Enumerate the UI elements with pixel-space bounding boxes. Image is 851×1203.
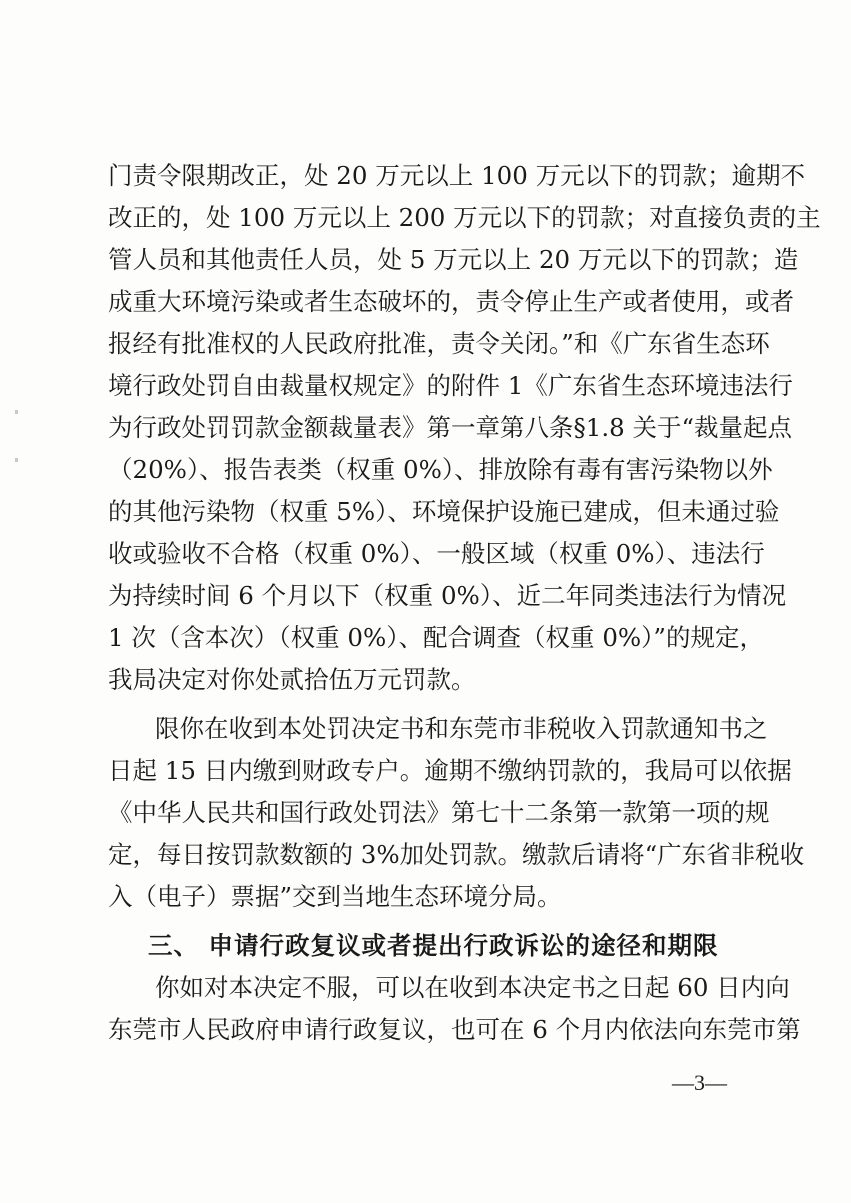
body-text-line: 日起 15 日内缴到财政专户。逾期不缴纳罚款的，我局可以依据 bbox=[108, 756, 792, 785]
body-text-line: 入（电子）票据”交到当地生态环境分局。 bbox=[108, 882, 562, 911]
body-text-line: 定，每日按罚款数额的 3%加处罚款。缴款后请将“广东省非税收 bbox=[108, 840, 805, 869]
body-text-line: 的其他污染物（权重 5%）、环境保护设施已建成，但未通过验 bbox=[108, 497, 780, 526]
scan-margin-mark bbox=[15, 410, 18, 414]
body-text-line: 限你在收到本处罚决定书和东莞市非税收入罚款通知书之 bbox=[155, 714, 768, 743]
body-text-line: 报经有批准权的人民政府批准，责令关闭。”和《广东省生态环 bbox=[108, 329, 770, 358]
body-text-line: 我局决定对你处贰拾伍万元罚款。 bbox=[108, 665, 476, 694]
body-text-line: 为行政处罚罚款金额裁量表》第一章第八条§1.8 关于“裁量起点 bbox=[108, 413, 793, 442]
page-number: —3— bbox=[672, 1070, 727, 1095]
body-text-line: 门责令限期改正，处 20 万元以上 100 万元以下的罚款；逾期不 bbox=[108, 161, 806, 190]
body-text-line: 改正的，处 100 万元以上 200 万元以下的罚款；对直接负责的主 bbox=[108, 203, 821, 232]
body-text-line: 管人员和其他责任人员，处 5 万元以上 20 万元以下的罚款；造 bbox=[108, 245, 799, 274]
body-text-line: 《中华人民共和国行政处罚法》第七十二条第一款第一项的规 bbox=[108, 798, 770, 827]
section-heading: 三、 申请行政复议或者提出行政诉讼的途径和期限 bbox=[148, 931, 719, 960]
body-text-line: 收或验收不合格（权重 0%）、一般区域（权重 0%）、违法行 bbox=[108, 539, 765, 568]
body-text-line: 东莞市人民政府申请行政复议，也可在 6 个月内依法向东莞市第 bbox=[108, 1015, 801, 1044]
body-text-line: （20%）、报告表类（权重 0%）、排放除有毒有害污染物以外 bbox=[108, 455, 773, 484]
body-text-line: 1 次（含本次）（权重 0%）、配合调查（权重 0%）”的规定， bbox=[108, 623, 764, 652]
body-text-line: 成重大环境污染或者生态破坏的，责令停止生产或者使用，或者 bbox=[108, 287, 794, 316]
scan-margin-mark bbox=[15, 458, 18, 462]
body-text-line: 你如对本决定不服，可以在收到本决定书之日起 60 日内向 bbox=[155, 973, 790, 1002]
body-text-line: 境行政处罚自由裁量权规定》的附件 1《广东省生态环境违法行 bbox=[108, 371, 793, 400]
body-text-line: 为持续时间 6 个月以下（权重 0%）、近二年同类违法行为情况 bbox=[108, 581, 787, 610]
